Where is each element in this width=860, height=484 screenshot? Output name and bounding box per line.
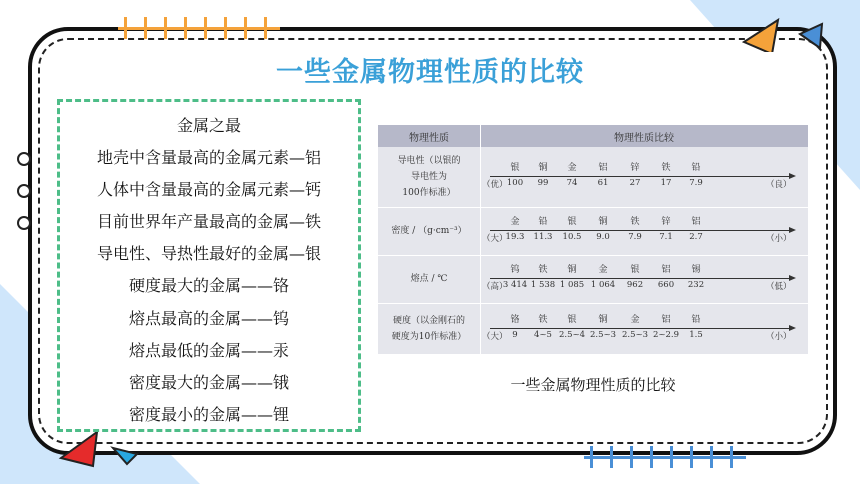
fact-line: 导电性、导热性最好的金属—银 — [96, 244, 321, 263]
metal-value: 7.1 — [659, 232, 673, 242]
metal-value: 232 — [687, 280, 705, 290]
metal-name: 银 — [567, 314, 577, 325]
table-row-divider — [378, 207, 808, 208]
metal-value: 7.9 — [689, 178, 703, 188]
metal-name: 铁 — [538, 314, 548, 325]
scale-end-label: （小） — [766, 234, 792, 244]
metal-value: 19.3 — [505, 232, 525, 242]
comparison-axis-line — [490, 328, 790, 329]
binder-ring-icon — [17, 216, 31, 230]
table-row-divider — [378, 303, 808, 304]
table-row-label: 密度 / （g·cm⁻³） — [391, 226, 467, 236]
fact-line: 人体中含量最高的金属元素—钙 — [96, 180, 321, 199]
metal-value: 2.7 — [689, 232, 703, 242]
metal-value: 2.5~4 — [558, 329, 586, 340]
binder-ring-icon — [17, 152, 31, 166]
table-row-divider — [378, 255, 808, 256]
metal-value: 2.5~3 — [589, 329, 617, 340]
metal-name: 铜 — [598, 217, 608, 227]
metal-name: 铜 — [598, 314, 608, 325]
metal-name: 铅 — [691, 163, 701, 173]
comparison-axis-line — [490, 176, 790, 177]
table-header — [378, 125, 808, 147]
metal-name: 铁 — [661, 163, 671, 173]
metal-value: 660 — [657, 280, 675, 290]
metal-name: 铝 — [691, 217, 701, 227]
metal-value: 61 — [597, 178, 609, 188]
triangle-decoration-top-right — [740, 10, 830, 52]
table-header-comparison: 物理性质比较 — [614, 133, 674, 144]
metal-name: 铝 — [661, 265, 671, 275]
metal-name: 金 — [510, 217, 520, 227]
scale-end-label: （小） — [766, 331, 792, 342]
metal-name: 金 — [630, 314, 640, 325]
metal-name: 铝 — [661, 314, 671, 325]
facts-heading: 金属之最 — [176, 116, 241, 135]
metal-name: 银 — [567, 217, 577, 227]
fact-line: 硬度最大的金属——铬 — [128, 276, 289, 295]
metal-name: 银 — [510, 163, 520, 173]
table-row-label: 导电性为 — [410, 172, 447, 182]
metal-value: 99 — [537, 178, 549, 188]
table-row-label: 熔点 / ℃ — [410, 274, 448, 284]
table-row-label: 100作标准） — [402, 188, 456, 198]
scale-end-label: （低） — [766, 282, 792, 292]
fact-line: 密度最小的金属——锂 — [128, 405, 289, 424]
metal-value: 10.5 — [562, 232, 582, 242]
metal-name: 铁 — [630, 217, 640, 227]
scale-end-label: （良） — [766, 180, 792, 190]
scale-start-label: （大） — [482, 234, 508, 244]
metal-value: 3 414 — [502, 280, 528, 290]
metal-name: 金 — [598, 265, 608, 275]
metal-name: 铝 — [598, 163, 608, 173]
metal-value: 962 — [626, 280, 644, 290]
metal-value: 1 085 — [559, 280, 585, 290]
fact-line: 地壳中含量最高的金属元素—铝 — [96, 148, 321, 167]
scale-start-label: （高） — [482, 282, 508, 292]
metal-name: 铅 — [538, 217, 548, 227]
metal-value: 2.5~3 — [621, 329, 649, 340]
fact-line: 熔点最低的金属——汞 — [128, 341, 289, 360]
metal-value: 1 064 — [590, 280, 616, 290]
scale-start-label: （优） — [482, 180, 508, 190]
fact-line: 熔点最高的金属——钨 — [128, 309, 289, 328]
metal-name: 铅 — [691, 314, 701, 325]
metal-value: 9 — [512, 329, 518, 340]
metal-value: 1 538 — [530, 280, 556, 290]
metal-name: 铁 — [538, 265, 548, 275]
table-header-property: 物理性质 — [409, 133, 449, 144]
metal-name: 铜 — [538, 163, 548, 173]
metal-name: 锌 — [661, 217, 671, 227]
metal-name: 铜 — [567, 265, 577, 275]
table-row-label: 导电性（以银的 — [397, 156, 461, 166]
metal-name: 银 — [630, 265, 640, 275]
metal-value: 17 — [660, 178, 672, 188]
binder-ring-icon — [17, 184, 31, 198]
scale-start-label: （大） — [482, 331, 508, 342]
metal-value: 11.3 — [533, 232, 553, 242]
fact-line: 目前世界年产量最高的金属—铁 — [96, 212, 321, 231]
metal-value: 100 — [506, 178, 524, 188]
fact-line: 密度最大的金属——锇 — [128, 373, 289, 392]
metal-value: 9.0 — [596, 232, 610, 242]
metal-name: 钨 — [510, 265, 520, 275]
metal-value: 7.9 — [628, 232, 642, 242]
metal-name: 锌 — [630, 163, 640, 173]
metal-value: 74 — [566, 178, 578, 188]
comparison-axis-line — [490, 278, 790, 279]
metal-name: 铬 — [510, 314, 520, 325]
table-row-label: 硬度（以金刚石的 — [392, 315, 465, 326]
metal-properties-table — [378, 125, 808, 354]
metal-value: 27 — [629, 178, 641, 188]
metal-name: 锡 — [691, 265, 701, 275]
page-title: 一些金属物理性质的比较 — [276, 57, 584, 88]
table-row-label: 硬度为10作标准） — [391, 331, 467, 342]
comparison-axis-line — [490, 230, 790, 231]
metal-value: 4~5 — [534, 329, 552, 340]
metal-name: 金 — [567, 163, 577, 173]
table-caption: 一些金属物理性质的比较 — [510, 376, 676, 394]
metal-value: 2~2.9 — [652, 329, 680, 340]
metal-value: 1.5 — [689, 329, 703, 340]
